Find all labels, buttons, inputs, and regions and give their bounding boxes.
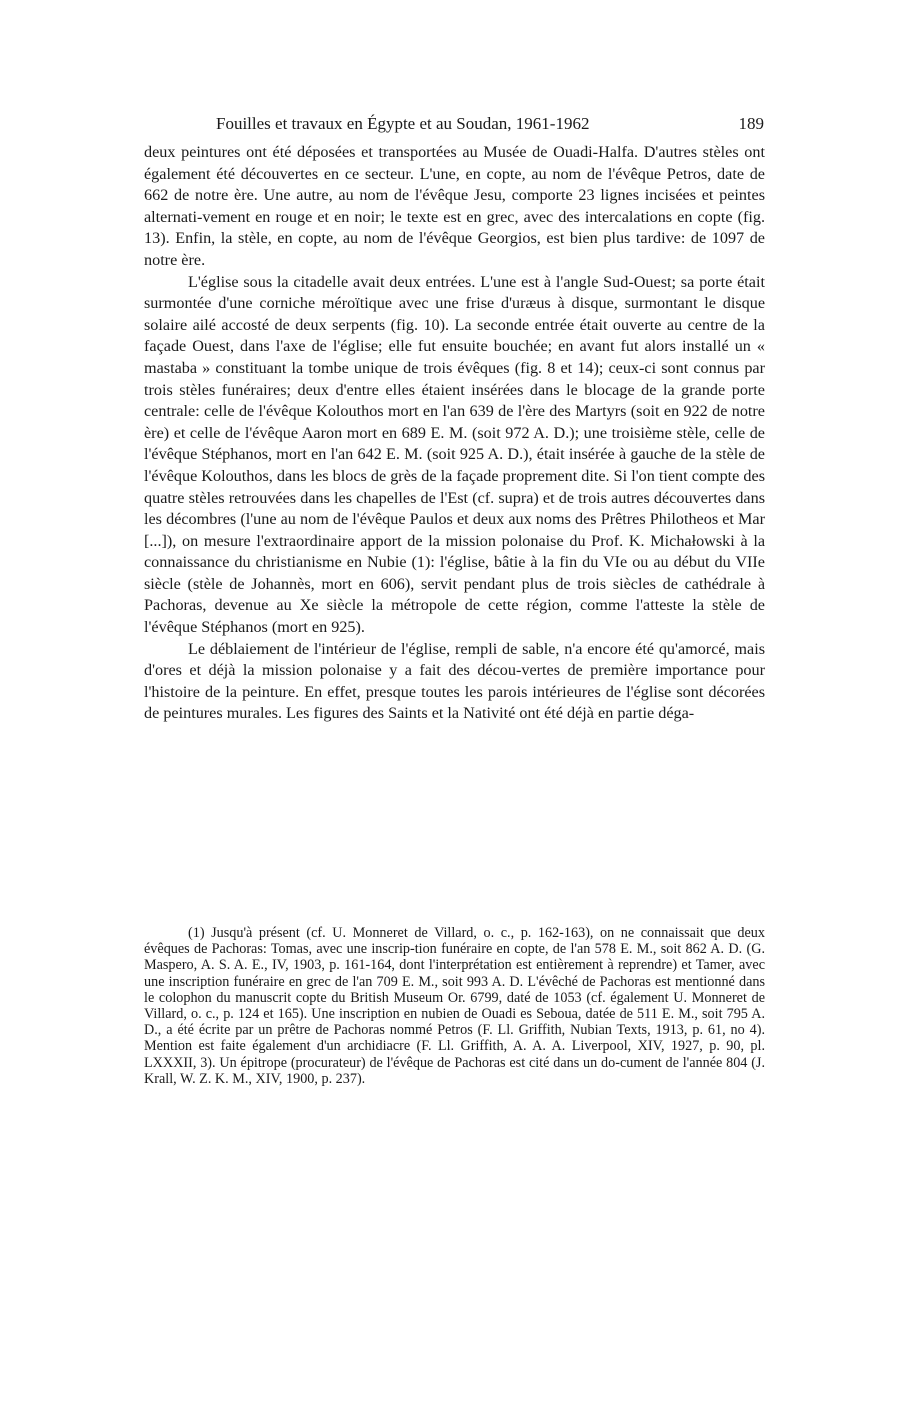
paragraph-1: deux peintures ont été déposées et transportées au Musée de Ouadi-Halfa. D'autres stèles ont également été découvertes en ce secteur. L'une, en copte, au nom de l'évêque Petros, date de 662 de notre ère. Une autre, au nom de l'évêque Jesu, comporte 23 lignes incisées et peintes alternati-vement en rouge et en noir; le texte est en grec, avec des intercalations en copte (fig. 13). Enfin, la stèle, en copte, au nom de l'évêque Georgios, est bien plus tardive: de 1097 de notre ère. [144, 143, 765, 269]
running-title: Fouilles et travaux en Égypte et au Soudan, 1961-1962 [216, 114, 590, 133]
footnote-1: (1) Jusqu'à présent (cf. U. Monneret de Villard, o. c., p. 162-163), on ne connaissait que deux évêques de Pachoras: Tomas, avec une inscrip-tion funéraire en copte, de l'an 578 E. M., soit 862 A. D. (G. Maspero, A. S. A. E., IV, 1903, p. 161-164, dont l'interprétation est entièrement à reprendre) et Tamer, avec une inscription funéraire en grec de l'an 709 E. M., soit 993 A. D. L'évêché de Pachoras est mentionné dans le colophon du manuscrit copte du British Museum Or. 6799, daté de 1053 (cf. également U. Monneret de Villard, o. c., p. 124 et 165). Une inscription en nubien de Ouadi es Seboua, datée de 511 E. M., soit 795 A. D., a été écrite par un prêtre de Pachoras nommé Petros (F. Ll. Griffith, Nubian Texts, 1913, p. 61, no 4). Mention est faite également d'un archidiacre (F. Ll. Griffith, A. A. A. Liverpool, XIV, 1927, p. 90, pl. LXXXII, 3). Un épitrope (procurateur) de l'évêque de Pachoras est cité dans un do-cument de l'année 804 (J. Krall, W. Z. K. M., XIV, 1900, p. 237). [144, 925, 765, 1087]
running-head [144, 112, 764, 136]
page-number: 189 [738, 114, 764, 133]
paragraph-2: L'église sous la citadelle avait deux entrées. L'une est à l'angle Sud-Ouest; sa porte était surmontée d'une corniche méroïtique avec une frise d'uræus à disque, surmontant le disque solaire ailé accosté de deux serpents (fig. 10). La seconde entrée était ouverte au centre de la façade Ouest, dans l'axe de l'église; elle fut ensuite bouchée; en avant fut alors installé un « mastaba » constituant la tombe unique de trois évêques (fig. 8 et 14); ceux-ci sont connus par trois stèles funéraires; deux d'entre elles étaient insérées dans le blocage de la grande porte centrale: celle de l'évêque Kolouthos mort en l'an 639 de l'ère des Martyrs (soit en 922 de notre ère) et celle de l'évêque Aaron mort en 689 E. M. (soit 972 A. D.); une troisième stèle, celle de l'évêque Stéphanos, mort en l'an 642 E. M. (soit 925 A. D.), était insérée à gauche de la stèle de l'évêque Kolouthos, dans les blocs de grès de la façade proprement dite. Si l'on tient compte des quatre stèles retrouvées dans les chapelles de l'Est (cf. supra) et de trois autres découvertes dans les décombres (l'une au nom de l'évêque Paulos et deux aux noms des Prêtres Philotheos et Mar [...]), on mesure l'extraordinaire apport de la mission polonaise du Prof. K. Michałowski à la connaissance du christianisme en Nubie (1): l'église, bâtie à la fin du VIe ou au début du VIIe siècle (stèle de Johannès, mort en 606), servit pendant plus de trois siècles de cathédrale à Pachoras, devenue au Xe siècle la métropole de cette région, comme l'atteste la stèle de l'évêque Stéphanos (mort en 925). [144, 272, 765, 637]
paragraph-3: Le déblaiement de l'intérieur de l'église, rempli de sable, n'a encore été qu'amorcé, mais d'ores et déjà la mission polonaise y a fait des décou-vertes de première importance pour l'histoire de la peinture. En effet, presque toutes les parois intérieures de l'église sont décorées de peintures murales. Les figures des Saints et la Nativité ont été déjà en partie déga- [144, 639, 765, 723]
body-text [144, 142, 765, 725]
footnote [144, 925, 765, 1087]
